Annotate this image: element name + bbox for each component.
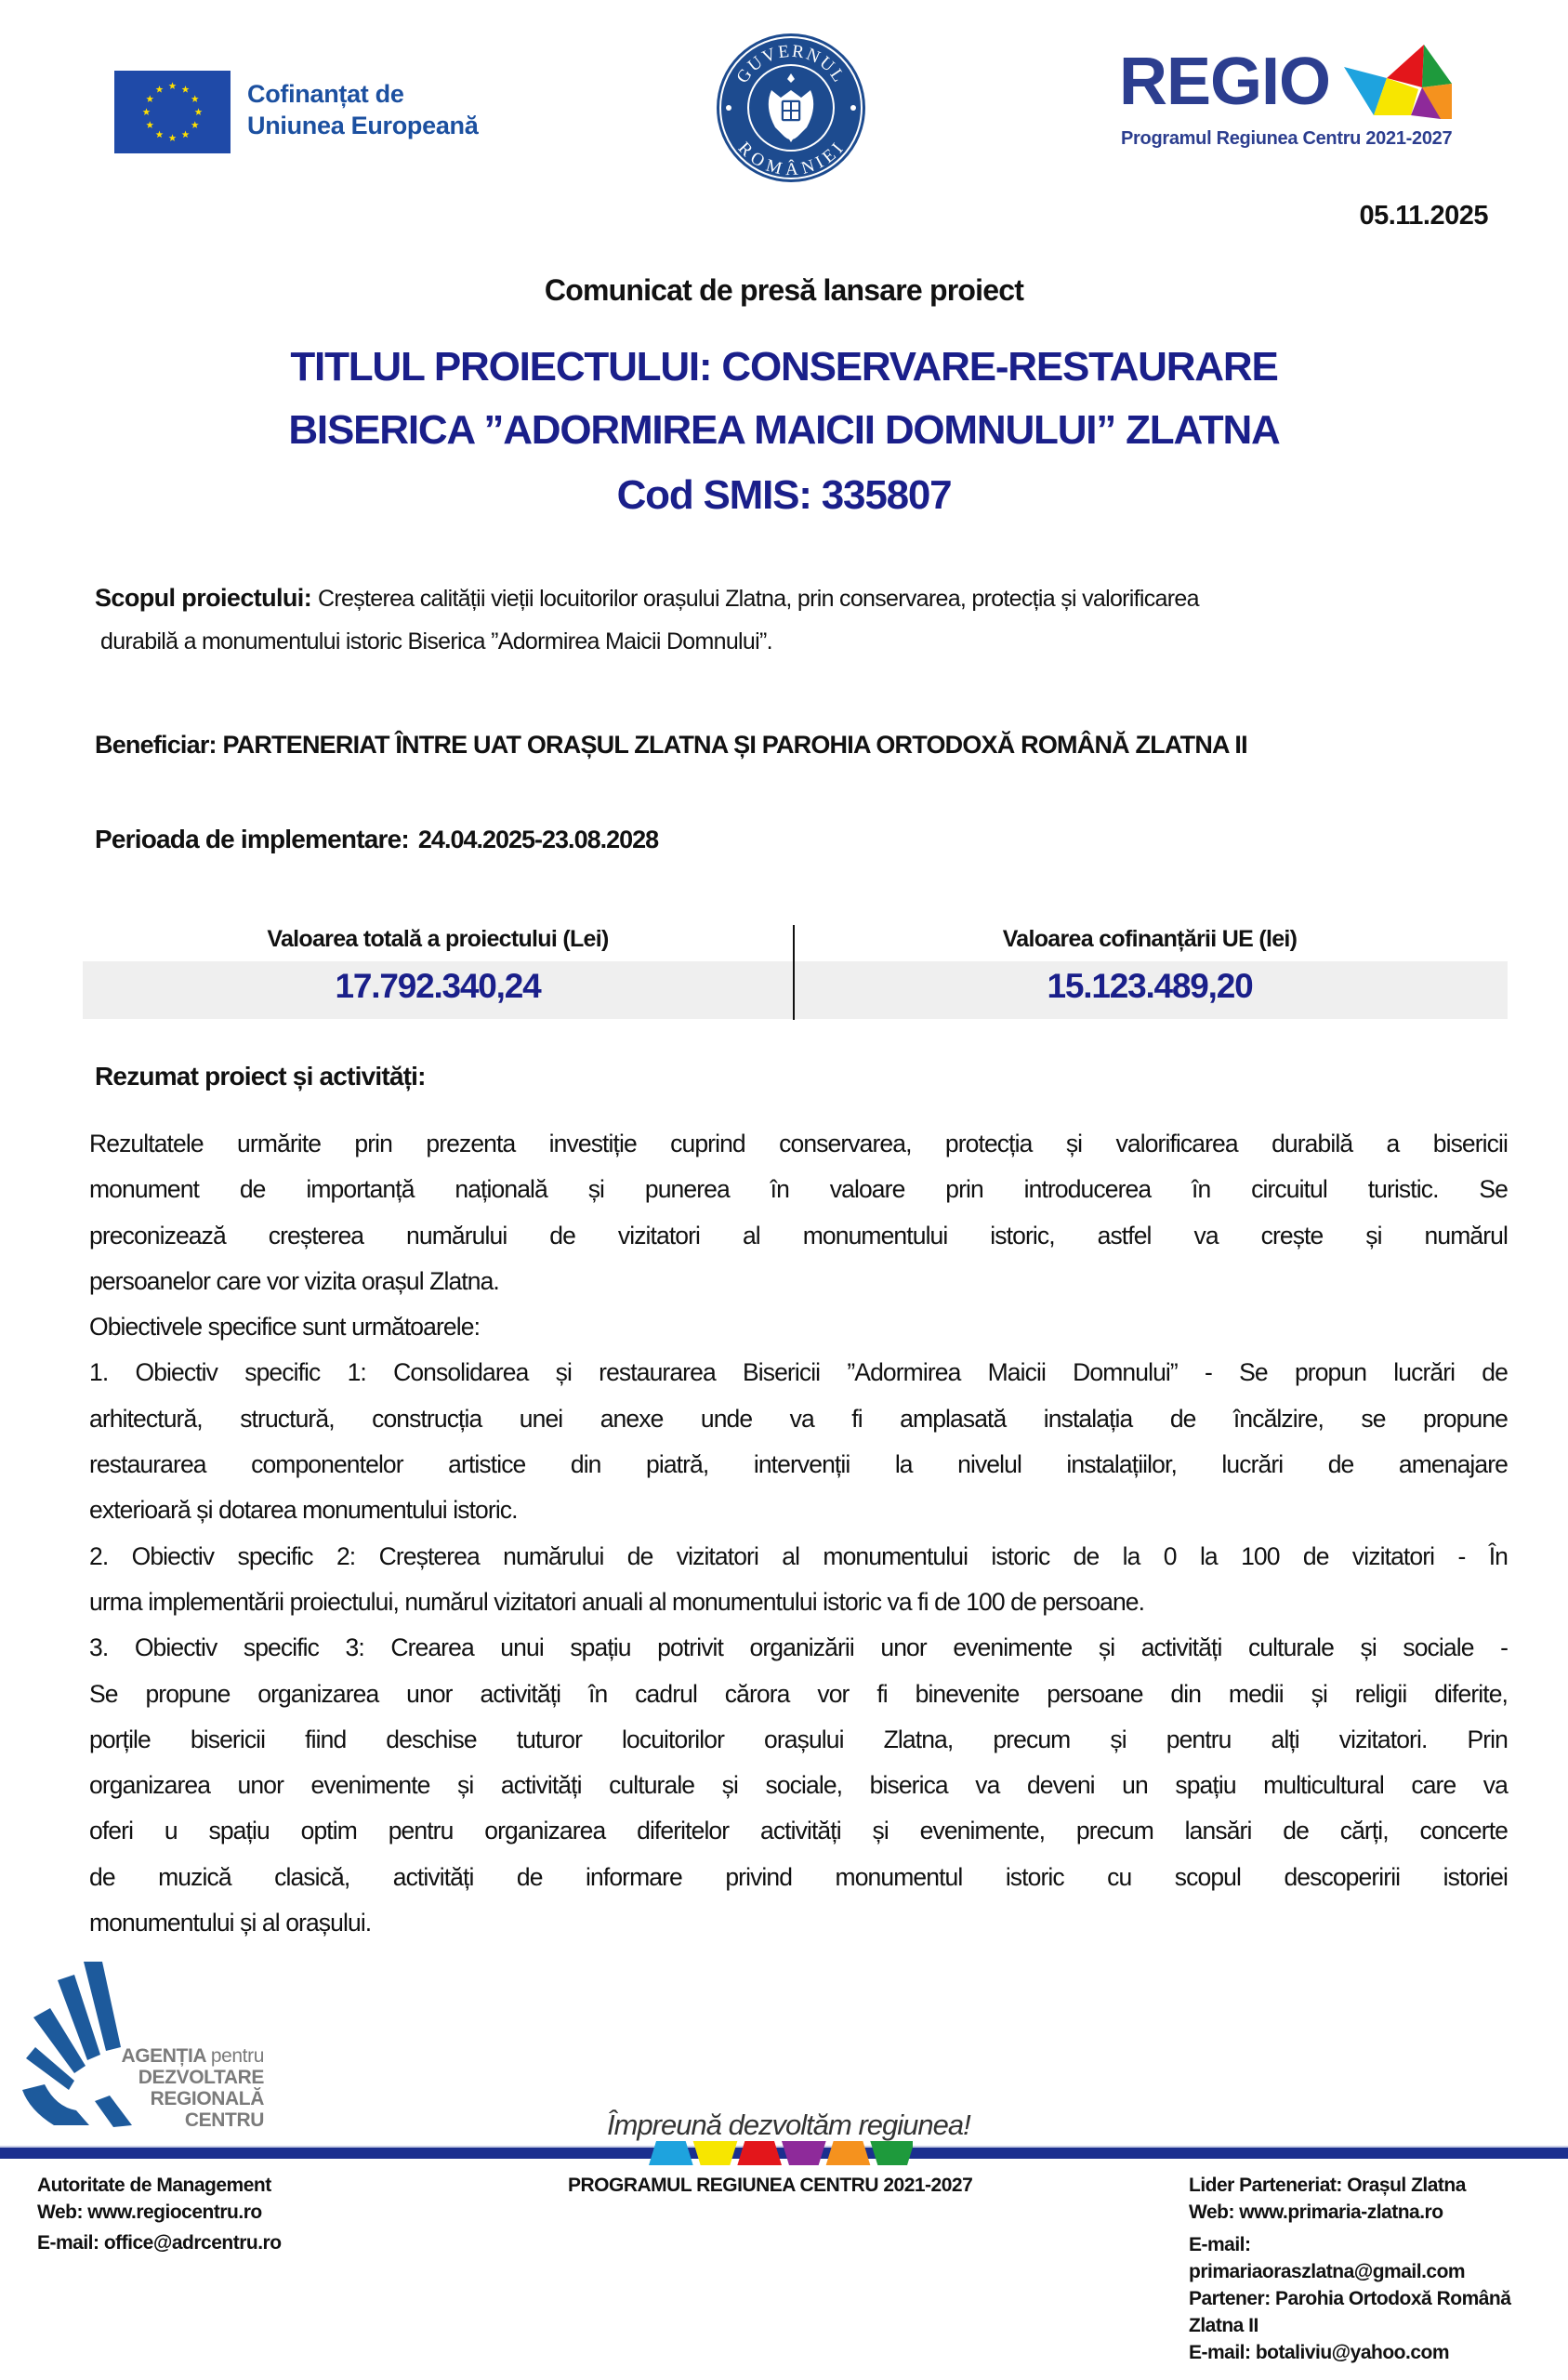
regio-logo-subtitle: Programul Regiunea Centru 2021-2027: [1121, 128, 1453, 149]
summary-line: porțile bisericii fiind deschise tuturor locuitorilor orașului Zlatna, precum și pentru alți vizitatori. Prin: [89, 1725, 1508, 1753]
regio-multicolor-shape-icon: [1344, 43, 1457, 121]
footer-left-web-link[interactable]: Web: www.regiocentru.ro: [37, 2202, 262, 2223]
regio-logo-wordmark: REGIO: [1119, 45, 1331, 119]
summary-line: arhitectură, structură, construcția unei anexe unde va fi amplasată instalația de încălzire, se propune: [89, 1404, 1508, 1433]
period-value: 24.04.2025-23.08.2028: [417, 826, 659, 853]
summary-line: Obiectivele specifice sunt următoarele:: [89, 1313, 481, 1342]
color-strip-segment: [826, 2141, 871, 2165]
scope-value-line1: Creșterea calității vieții locuitorilor orașului Zlatna, prin conservarea, protecția și valorificarea: [318, 586, 1199, 612]
project-title-line-2: BISERICA ”ADORMIREA MAICII DOMNULUI” ZLATNA: [288, 407, 1280, 453]
summary-line: exterioară și dotarea monumentului istoric.: [89, 1496, 518, 1525]
adr-line1-rest: pentru: [210, 2045, 264, 2067]
eu-text-line2: Uniunea Europeană: [247, 112, 479, 139]
summary-line: preconizează creșterea numărului de vizitatori al monumentului istoric, astfel va crește și numărul: [89, 1221, 1508, 1250]
summary-line: monumentului și al orașului.: [89, 1909, 372, 1937]
color-strip-segment: [737, 2141, 782, 2165]
color-strip-segment: [693, 2141, 738, 2165]
summary-line: 2. Obiectiv specific 2: Creșterea numărului de vizitatori al monumentului istoric de la 0 la 100 de vizitatori - În: [89, 1541, 1508, 1570]
summary-line: Se propune organizarea unor activități în cadrul cărora vor fi binevenite persoane din medii și religii diferite,: [89, 1679, 1508, 1708]
footer-right-email-label: E-mail:: [1189, 2234, 1251, 2255]
implementation-period: [95, 825, 658, 854]
footer-right-line1: Lider Parteneriat: Orașul Zlatna: [1189, 2175, 1466, 2196]
color-strip-segment: [782, 2141, 826, 2165]
footer-right-partner: Partener: Parohia Ortodoxă Română: [1189, 2288, 1511, 2309]
beneficiary: [95, 731, 1247, 760]
footer-right-partner-cont: Zlatna II: [1189, 2315, 1258, 2336]
footer-tagline: Împreună dezvoltăm regiunea!: [607, 2109, 970, 2141]
eu-flag-icon: [114, 71, 231, 153]
footer-partnership-contacts: [1189, 2172, 1510, 2366]
eu-cofinanced-text: [247, 78, 478, 141]
seal-bottom-text: ROMÂNIEI: [733, 138, 849, 179]
summary-line: Rezultatele urmărite prin prezenta investiție cuprind conservarea, protecția și valorificarea durabilă a bisericii: [89, 1130, 1508, 1157]
period-label: Perioada de implementare:: [95, 825, 409, 853]
summary-line: 1. Obiectiv specific 1: Consolidarea și restaurarea Bisericii ”Adormirea Maicii Domnului” - Se propun lucrări de: [89, 1358, 1508, 1387]
footer-right-email-link[interactable]: primariaoraszlatna@gmail.com: [1189, 2261, 1466, 2282]
total-value-amount: 17.792.340,24: [335, 967, 541, 1005]
summary-line: monument de importanță națională și punerea în valoare prin introducerea în circuitul turistic. Se: [89, 1175, 1508, 1204]
adr-line2: DEZVOLTARE: [138, 2067, 264, 2088]
summary-line: oferi u spațiu optim pentru organizarea diferitelor activități și evenimente, precum lansări de cărți, concerte: [89, 1817, 1508, 1845]
document-date: 05.11.2025: [1359, 201, 1488, 231]
footer-right-web-link[interactable]: Web: www.primaria-zlatna.ro: [1189, 2202, 1443, 2223]
footer-right-partner-email-link[interactable]: E-mail: botaliviu@yahoo.com: [1189, 2342, 1450, 2363]
footer-managing-authority: [37, 2172, 282, 2256]
color-strip-segment: [870, 2141, 913, 2165]
color-strip-segment: [649, 2141, 693, 2165]
adr-line4: CENTRU: [184, 2109, 264, 2131]
press-release-heading: Comunicat de presă lansare proiect: [544, 273, 1024, 307]
project-scope: [95, 584, 1199, 613]
seal-top-text: GUVERNUL: [732, 41, 850, 87]
summary-line: organizarea unor evenimente și activități culturale și sociale, biserica va deveni un spațiu multicultural care va: [89, 1771, 1508, 1800]
summary-line: persoanelor care vor vizita orașul Zlatna.: [89, 1266, 499, 1295]
summary-heading: Rezumat proiect și activități:: [95, 1062, 426, 1091]
summary-line: urma implementării proiectului, numărul vizitatori anuali al monumentului istoric va fi de 100 de persoane.: [89, 1587, 1145, 1616]
footer-program-name: PROGRAMUL REGIUNEA CENTRU 2021-2027: [568, 2175, 973, 2196]
scope-label: Scopul proiectului:: [95, 584, 312, 612]
eu-value-amount: 15.123.489,20: [1047, 967, 1253, 1005]
footer-color-strip-icon: [647, 2141, 913, 2165]
footer-left-line1: Autoritate de Management: [37, 2175, 271, 2196]
footer-left-email-link[interactable]: E-mail: office@adrcentru.ro: [37, 2232, 282, 2254]
summary-body: [89, 1121, 1508, 1946]
eu-text-line1: Cofinanțat de: [247, 80, 404, 108]
adr-line3: REGIONALĂ: [150, 2088, 264, 2109]
project-title-line-1: TITLUL PROIECTULUI: CONSERVARE-RESTAURARE: [290, 344, 1278, 390]
summary-line: 3. Obiectiv specific 3: Crearea unui spațiu potrivit organizării unor evenimente și activități culturale și sociale -: [89, 1633, 1508, 1662]
adr-line1-bold: AGENȚIA: [121, 2045, 206, 2067]
adr-centru-logo-text: [93, 2045, 264, 2131]
summary-line: restaurarea componentelor artistice din piatră, intervenții la nivelul instalațiilor, lucrări de amenajare: [89, 1450, 1508, 1479]
smis-code: Cod SMIS: 335807: [616, 472, 952, 518]
scope-value-line2: durabilă a monumentului istoric Biserica ”Adormirea Maicii Domnului”.: [100, 628, 772, 654]
total-value-label: Valoarea totală a proiectului (Lei): [267, 926, 609, 952]
beneficiary-label: Beneficiar:: [95, 731, 217, 759]
eu-value-label: Valoarea cofinanțării UE (lei): [1002, 926, 1298, 952]
beneficiary-value: PARTENERIAT ÎNTRE UAT ORAȘUL ZLATNA ȘI PAROHIA ORTODOXĂ ROMÂNĂ ZLATNA II: [222, 731, 1247, 759]
romanian-government-seal-icon: [716, 33, 866, 183]
summary-line: de muzică clasică, activități de informare privind monumentul istoric cu scopul descoperirii istoriei: [89, 1862, 1508, 1891]
